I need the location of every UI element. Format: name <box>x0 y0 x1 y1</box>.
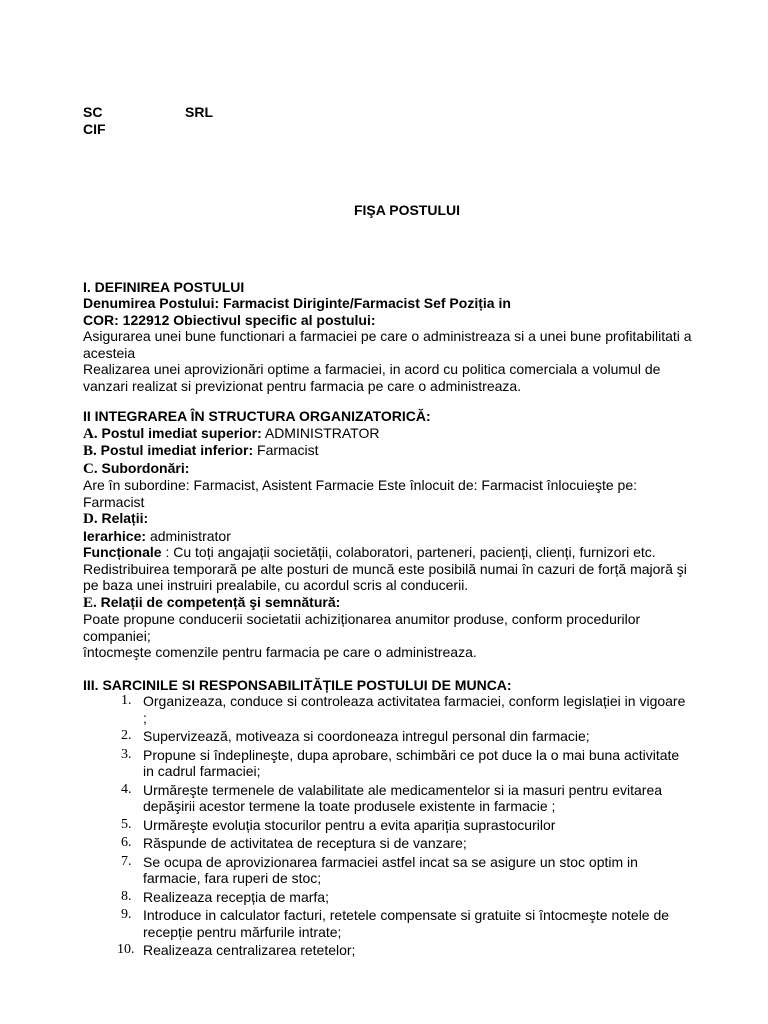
tasks-list <box>83 693 693 959</box>
superior-label: Postul imediat superior: <box>101 424 262 441</box>
item-text: Supervizează, motiveaza si coordoneaza intregul personal din farmacie; <box>143 728 590 744</box>
document-title: FIŞA POSTULUI <box>353 202 461 218</box>
functional-label: Funcționale <box>83 544 162 560</box>
subordination-label: Subordonări: <box>101 459 190 476</box>
item-number: 3. <box>121 746 132 762</box>
item-text: Introduce in calculator facturi, retetele compensate si gratuite si întocmeşte notele de recepție pentru mărfurile intrate; <box>143 907 670 940</box>
job-name-line: Denumirea Postului: Farmacist Diriginte/Farmacist Sef Poziția in <box>83 295 511 311</box>
functional-line <box>83 544 693 561</box>
relations-label: Relații: <box>101 510 149 526</box>
item-text: Se ocupa de aprovizionarea farmaciei astfel incat sa se asigure un stoc optim in farmacie, fara ruperi de stoc; <box>143 853 638 886</box>
item-text: Propune si îndeplineşte, dupa aprobare, schimbări ce pot duce la o mai buna activitate in cadrul farmaciei; <box>143 746 680 779</box>
relations-line <box>83 510 693 528</box>
list-item <box>83 817 693 834</box>
competence-label: Relații de competență şi semnătură: <box>100 593 341 610</box>
item-number: 5. <box>121 816 132 832</box>
objective-paragraph-1: Asigurarea unei bune functionari a farmaciei pe care o administreaza si a unei bune profitabilitati a acesteia <box>83 328 692 361</box>
competence-line <box>83 594 693 612</box>
competence-text-2: întocmeşte comenzile pentru farmacia pe care o administreaza. <box>83 644 477 660</box>
subordination-line <box>83 460 693 478</box>
objective-paragraph-2: Realizarea unei aprovizionări optime a farmaciei, in acord cu politica comerciala a volumul de vanzari realizat si previzionat pentru farmacia pe care o administreaza. <box>83 361 661 394</box>
item-text: Realizeaza centralizarea retetelor; <box>143 942 356 958</box>
list-item <box>83 693 693 726</box>
superior-line <box>83 425 693 443</box>
letter-c: C. <box>83 460 98 477</box>
company-header <box>83 104 693 138</box>
list-item <box>83 728 693 745</box>
section-definition <box>83 279 693 395</box>
item-text: Organizeaza, conduce si controleaza activitatea farmaciei, conform legislației in vigoare ; <box>143 693 686 726</box>
item-number: 10. <box>117 942 135 957</box>
inferior-line <box>83 442 693 460</box>
item-text: Urmăreşte termenele de valabilitate ale medicamentelor si ia masuri pentru evitarea depăşirii acestor termene la toate produsele existente in farmacie ; <box>143 781 663 814</box>
cor-line: COR: 122912 Obiectivul specific al postului: <box>83 311 376 328</box>
section-integration <box>83 408 693 661</box>
section3-heading: III. SARCINILE SI RESPONSABILITĂȚILE POSTULUI DE MUNCA: <box>83 676 512 693</box>
letter-e: E. <box>83 594 97 611</box>
item-number: 7. <box>121 853 132 869</box>
list-item <box>83 782 693 815</box>
list-item <box>83 747 693 780</box>
section2-heading: II INTEGRAREA ÎN STRUCTURA ORGANIZATORICĂ: <box>83 408 431 424</box>
letter-a: A. <box>83 425 98 442</box>
list-item <box>83 907 693 940</box>
inferior-label: Postul imediat inferior: <box>100 442 254 458</box>
letter-d: D. <box>83 511 98 527</box>
list-item <box>83 889 693 906</box>
item-number: 9. <box>121 907 132 922</box>
item-number: 1. <box>121 693 132 708</box>
item-text: Răspunde de activitatea de receptura si de vanzare; <box>143 835 467 851</box>
section-tasks <box>83 677 693 959</box>
item-number: 8. <box>121 888 132 904</box>
hierarchical-value: administrator <box>149 527 231 544</box>
item-number: 6. <box>121 835 132 850</box>
redistribution-text: Redistribuirea temporară pe alte posturi de muncă este posibilă numai în cazuri de forță majoră şi pe baza unei instruiri prealabile, cu acordul scris al conducerii. <box>83 560 687 593</box>
list-item <box>83 942 693 959</box>
hierarchical-line <box>83 528 693 545</box>
item-number: 4. <box>121 781 132 797</box>
company-srl: SRL <box>185 104 213 120</box>
item-text: Realizeaza recepția de marfa; <box>143 888 329 905</box>
list-item <box>83 854 693 887</box>
hierarchical-label: Ierarhice: <box>83 527 147 544</box>
inferior-value: Farmacist <box>257 442 319 458</box>
item-text: Urmăreşte evoluția stocurilor pentru a evita apariția suprastocurilor <box>143 816 556 833</box>
functional-value: : Cu toți angajații societății, colaboratori, parteneri, pacienți, clienți, furnizori etc. <box>161 544 656 560</box>
subordination-text: Are în subordine: Farmacist, Asistent Farmacie Este înlocuit de: Farmacist înlocuieşte pe: Farmacist <box>83 477 638 510</box>
document-page <box>83 104 693 959</box>
company-cif: CIF <box>83 121 106 137</box>
company-sc: SC <box>83 104 103 120</box>
letter-b: B. <box>83 443 97 459</box>
section1-heading: I. DEFINIREA POSTULUI <box>83 278 245 295</box>
competence-text-1: Poate propune conducerii societatii achiziționarea anumitor produse, conform procedurilor companiei; <box>83 611 641 644</box>
list-item <box>83 835 693 852</box>
superior-value: ADMINISTRATOR <box>264 424 380 441</box>
item-number: 2. <box>121 728 132 743</box>
